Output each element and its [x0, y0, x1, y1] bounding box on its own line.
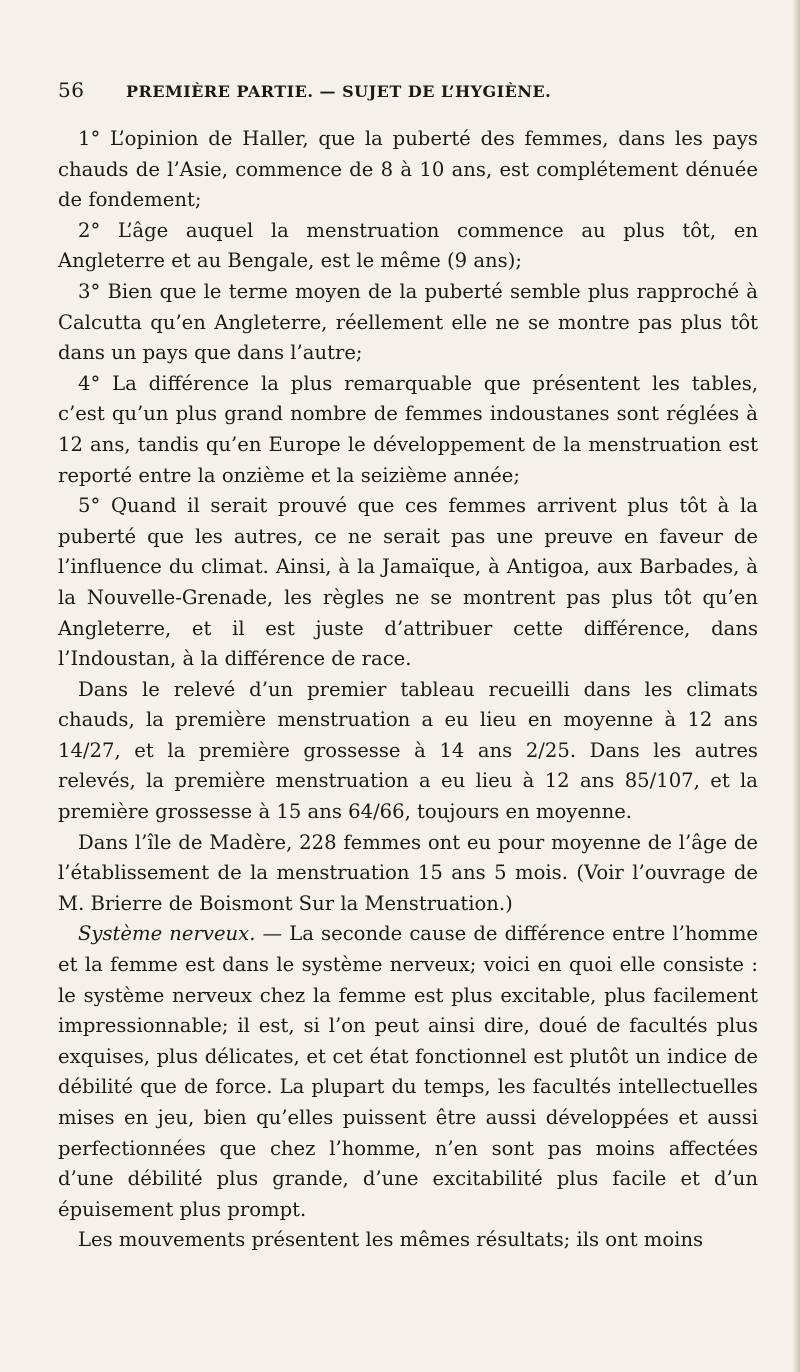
paragraph-6: Dans le relevé d’un premier tableau recueilli dans les climats chauds, la première menstruation a eu lieu en moyenne à 12 ans 14/27, et la première grossesse à 14 ans 2/25. Dans les autres relevés, la première menstruation a eu lieu à 12 ans 85/107, et la première grossesse à 15 ans 64/66, toujours en moyenne.	[58, 677, 758, 824]
running-title: PREMIÈRE PARTIE. — SUJET DE L’HYGIÈNE.	[126, 82, 552, 101]
running-header	[58, 78, 758, 102]
paragraph-1: 1° L’opinion de Haller, que la puberté des femmes, dans les pays chauds de l’Asie, commence de 8 à 10 ans, est complétement dénuée de fondement;	[58, 127, 758, 212]
body-text	[58, 124, 758, 1256]
page-number: 56	[58, 78, 85, 102]
section-heading: Système nerveux.	[78, 922, 256, 946]
paragraph-4: 4° La différence la plus remarquable que présentent les tables, c’est qu’un plus grand nombre de femmes indoustanes sont réglées à 12 ans, tandis qu’en Europe le développement de la menstruation est reporté entre la onzième et la seizième année;	[58, 371, 758, 487]
paragraph-5: 5° Quand il serait prouvé que ces femmes arrivent plus tôt à la puberté que les autres, ce ne serait pas une preuve en faveur de l’influence du climat. Ainsi, à la Jamaïque, à Antigoa, aux Barbades, à la Nouvelle-Grenade, les règles ne se montrent pas plus tôt qu’en Angleterre, et il est juste d’attribuer cette différence, dans l’Indoustan, à la différence de race.	[58, 494, 758, 671]
paragraph-7: Dans l’île de Madère, 228 femmes ont eu pour moyenne de l’âge de l’établissement de la menstruation 15 ans 5 mois. (Voir l’ouvrage de M. Brierre de Boismont Sur la Menstruation.)	[58, 830, 758, 915]
paragraph-3: 3° Bien que le terme moyen de la puberté semble plus rapproché à Calcutta qu’en Angleterre, réellement elle ne se montre pas plus tôt dans un pays que dans l’autre;	[58, 279, 758, 365]
paragraph-2: 2° L’âge auquel la menstruation commence au plus tôt, en Angleterre et au Bengale, est le même (9 ans);	[58, 218, 758, 273]
paragraph-last: Les mouvements présentent les mêmes résultats; ils ont moins	[78, 1228, 704, 1252]
page-edge-shadow	[792, 0, 800, 1372]
paragraph-system	[58, 919, 758, 1225]
section-body: — La seconde cause de différence entre l’homme et la femme est dans le système nerveux; voici en quoi elle consiste : le système nerveux chez la femme est plus excitable, plus facilement impressionnable; il est, si l’on peut ainsi dire, doué de facultés plus exquises, plus délicates, et cet état fonctionnel est plutôt un indice de débilité que de force. La plupart du temps, les facultés intellectuelles mises en jeu, bien qu’elles puissent être aussi développées et aussi perfectionnées que chez l’homme, n’en sont pas moins affectées d’une débilité plus grande, d’une excitabilité plus facile et d’un épuisement plus prompt.	[58, 922, 758, 1221]
